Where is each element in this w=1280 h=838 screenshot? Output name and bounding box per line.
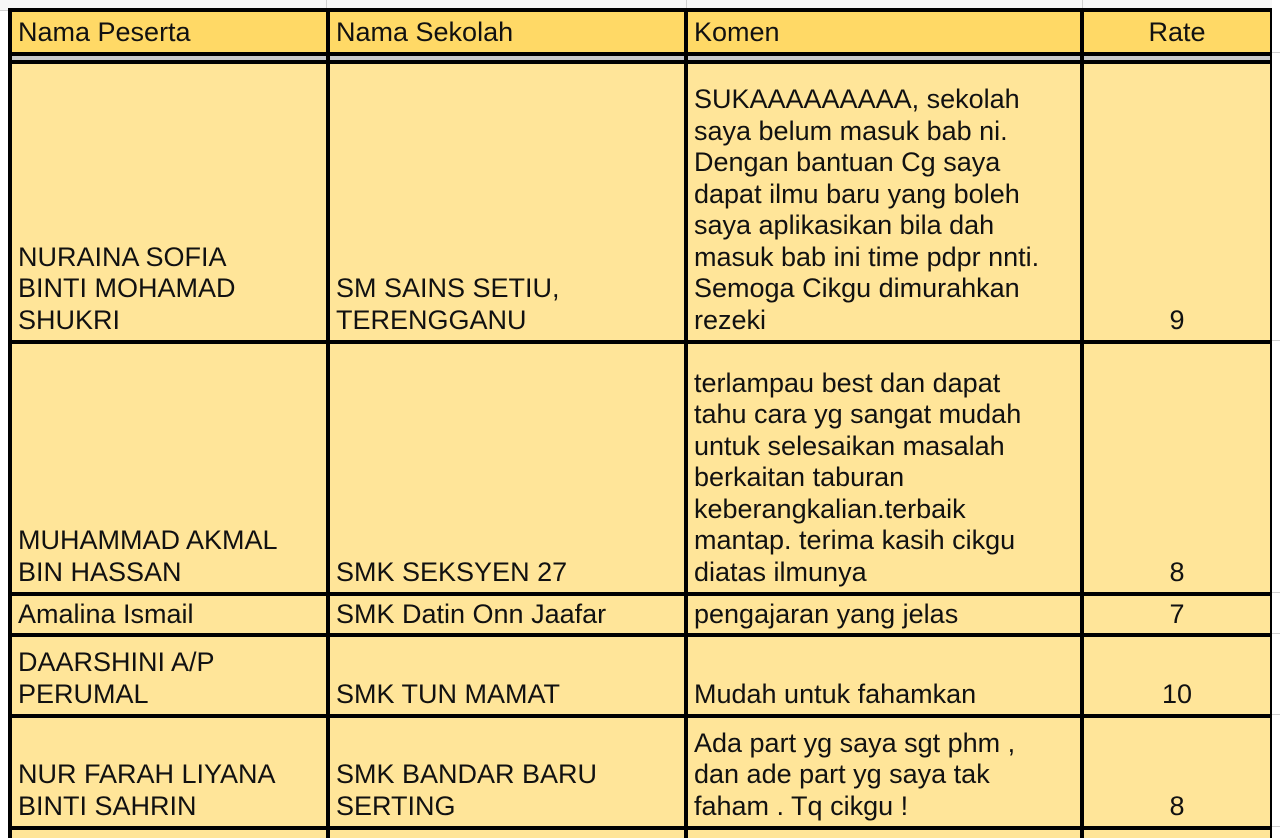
cell-participant-name[interactable]: [10, 637, 328, 714]
cell-rate[interactable]: [1082, 596, 1272, 633]
cell-comment[interactable]: [686, 62, 1082, 340]
cell-rate[interactable]: [1082, 637, 1272, 714]
cell-school-name[interactable]: [328, 637, 686, 714]
header-cell-comment[interactable]: [686, 10, 1082, 54]
cell-comment[interactable]: [686, 718, 1082, 826]
cell-comment[interactable]: [686, 830, 1082, 838]
comment-text: SUKAAAAAAAAA, sekolah saya belum masuk bab ni. Dengan bantuan Cg saya dapat ilmu baru yang boleh saya aplikasikan bila dah masuk bab ini time pdpr nnti. Semoga Cikgu dimurahkan rezeki: [694, 84, 1040, 335]
participant-name-text: MUHAMMAD AKMAL BIN HASSAN: [18, 525, 278, 587]
rate-text: 7: [1169, 598, 1185, 629]
gridline: [1272, 826, 1280, 827]
cell-school-name[interactable]: [328, 62, 686, 340]
comment-text: Ada part yg saya sgt phm , dan ade part yg saya tak faham . Tq cikgu !: [694, 727, 1016, 821]
cell-school-name[interactable]: [328, 596, 686, 633]
rate-text: 10: [1161, 678, 1193, 709]
border-line: [8, 8, 12, 838]
comment-text: pengajaran yang jelas: [694, 598, 959, 629]
gridline: [1272, 52, 1280, 53]
school-name-text: SMK BANDAR BARU SERTING: [336, 759, 598, 821]
cell-participant-name[interactable]: [10, 830, 328, 838]
header-school-text: Nama Sekolah: [336, 16, 514, 47]
header-cell-rate[interactable]: [1082, 10, 1272, 54]
header-comment-text: Komen: [694, 16, 780, 47]
cell-rate[interactable]: [1082, 344, 1272, 592]
rate-text: 8: [1169, 790, 1185, 821]
border-line: [326, 8, 330, 838]
cell-participant-name[interactable]: [10, 718, 328, 826]
border-line: [684, 8, 688, 838]
participant-name-text: NURAINA SOFIA BINTI MOHAMAD SHUKRI: [18, 241, 236, 335]
comment-text: terlampau best dan dapat tahu cara yg sangat mudah untuk selesaikan masalah berkaitan taburan keberangkalian.terbaik mantap. terima kasih cikgu diatas ilmunya: [694, 367, 1022, 587]
cell-participant-name[interactable]: [10, 62, 328, 340]
adjacent-column-strip: [1272, 0, 1280, 838]
gridline: [1272, 592, 1280, 593]
gridline: [1272, 340, 1280, 341]
participant-name-text: DAARSHINI A/P PERUMAL: [18, 647, 215, 709]
cell-school-name[interactable]: [328, 830, 686, 838]
cell-comment[interactable]: [686, 344, 1082, 592]
participant-name-text: Amalina Ismail: [18, 598, 194, 629]
header-rate-text: Rate: [1148, 16, 1206, 47]
school-name-text: SM SAINS SETIU, TERENGGANU: [336, 273, 560, 335]
cell-rate[interactable]: [1082, 830, 1272, 838]
school-name-text: SMK SEKSYEN 27: [336, 556, 568, 587]
gridline: [1272, 633, 1280, 634]
cell-rate[interactable]: [1082, 62, 1272, 340]
header-cell-school[interactable]: [328, 10, 686, 54]
cell-school-name[interactable]: [328, 718, 686, 826]
header-cell-name[interactable]: [10, 10, 328, 54]
rate-text: 8: [1169, 556, 1185, 587]
header-name-text: Nama Peserta: [18, 16, 191, 47]
cell-participant-name[interactable]: [10, 596, 328, 633]
gridline: [1272, 714, 1280, 715]
school-name-text: SMK TUN MAMAT: [336, 678, 561, 709]
cell-rate[interactable]: [1082, 718, 1272, 826]
rate-text: 9: [1169, 304, 1185, 335]
participant-name-text: NUR FARAH LIYANA BINTI SAHRIN: [18, 759, 276, 821]
cell-comment[interactable]: [686, 596, 1082, 633]
cell-school-name[interactable]: [328, 344, 686, 592]
border-line: [1080, 8, 1084, 838]
comment-text: Mudah untuk fahamkan: [694, 678, 977, 709]
cell-comment[interactable]: [686, 637, 1082, 714]
school-name-text: SMK Datin Onn Jaafar: [336, 598, 607, 629]
cell-participant-name[interactable]: [10, 344, 328, 592]
